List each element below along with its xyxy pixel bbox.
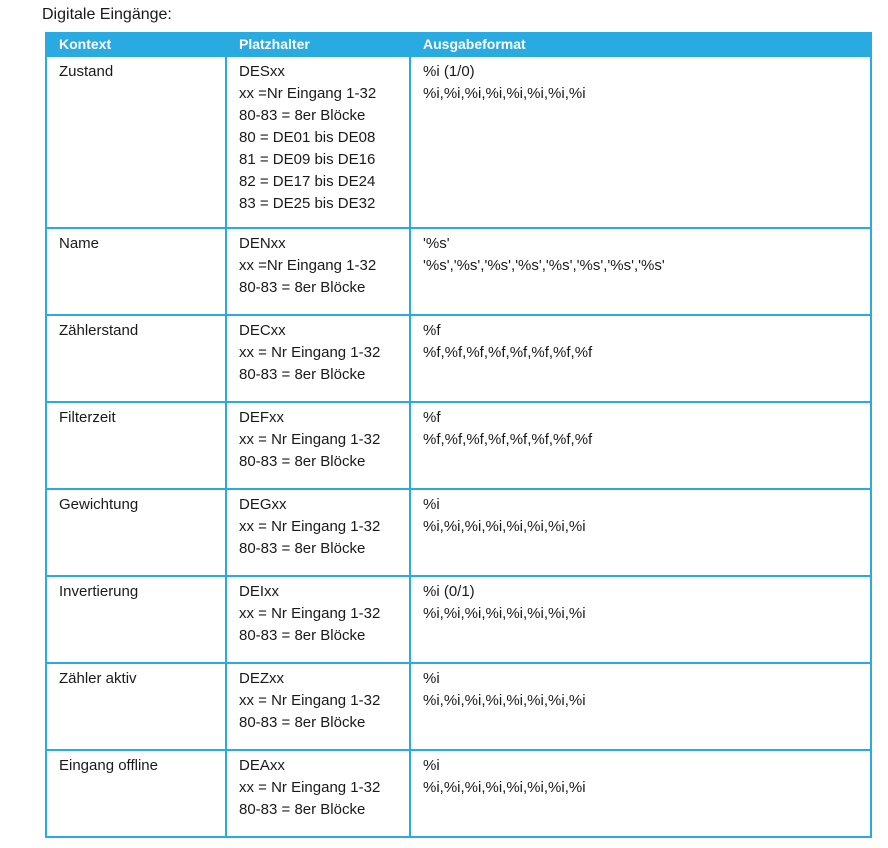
cell-line: '%s','%s','%s','%s','%s','%s','%s','%s' [423, 257, 665, 274]
cell-line: xx = Nr Eingang 1-32 [239, 518, 381, 535]
table-row [46, 489, 871, 576]
cell-line: DENxx [239, 235, 286, 252]
column-header-kontext: Kontext [46, 33, 226, 56]
table-row [46, 315, 871, 402]
cell-line: 80-83 = 8er Blöcke [239, 714, 366, 731]
cell-line: 80-83 = 8er Blöcke [239, 801, 366, 818]
column-header-platzhalter: Platzhalter [226, 33, 410, 56]
cell-ausgabeformat [410, 402, 871, 489]
cell-line: 80-83 = 8er Blöcke [239, 540, 366, 557]
cell-line: Gewichtung [59, 496, 139, 513]
cell-line: xx =Nr Eingang 1-32 [239, 257, 377, 274]
cell-line: %f [423, 409, 441, 426]
cell-line: '%s' [423, 235, 450, 252]
cell-kontext [46, 315, 226, 402]
cell-line: DEAxx [239, 757, 285, 774]
cell-line: 83 = DE25 bis DE32 [239, 195, 376, 212]
cell-line: %f,%f,%f,%f,%f,%f,%f,%f [423, 344, 593, 361]
cell-kontext [46, 228, 226, 315]
cell-line: %i,%i,%i,%i,%i,%i,%i,%i [423, 605, 586, 622]
cell-line: 80-83 = 8er Blöcke [239, 366, 366, 383]
cell-ausgabeformat [410, 56, 871, 228]
cell-ausgabeformat [410, 489, 871, 576]
cell-line: %i (0/1) [423, 583, 475, 600]
cell-platzhalter [226, 402, 410, 489]
cell-line: xx = Nr Eingang 1-32 [239, 779, 381, 796]
cell-platzhalter [226, 56, 410, 228]
cell-line: DEZxx [239, 670, 284, 687]
cell-line: 80-83 = 8er Blöcke [239, 627, 366, 644]
cell-kontext [46, 750, 226, 837]
table-row [46, 402, 871, 489]
cell-line: 80 = DE01 bis DE08 [239, 129, 376, 146]
cell-line: %f,%f,%f,%f,%f,%f,%f,%f [423, 431, 593, 448]
cell-kontext [46, 56, 226, 228]
cell-line: Invertierung [59, 583, 139, 600]
cell-line: xx = Nr Eingang 1-32 [239, 605, 381, 622]
cell-line: %i,%i,%i,%i,%i,%i,%i,%i [423, 518, 586, 535]
cell-kontext [46, 402, 226, 489]
cell-line: Zustand [59, 63, 114, 80]
cell-ausgabeformat [410, 576, 871, 663]
cell-line: 82 = DE17 bis DE24 [239, 173, 376, 190]
cell-ausgabeformat [410, 663, 871, 750]
cell-line: %i,%i,%i,%i,%i,%i,%i,%i [423, 692, 586, 709]
cell-line: %i,%i,%i,%i,%i,%i,%i,%i [423, 85, 586, 102]
cell-platzhalter [226, 228, 410, 315]
cell-platzhalter [226, 489, 410, 576]
cell-line: Filterzeit [59, 409, 116, 426]
cell-platzhalter [226, 663, 410, 750]
table-row [46, 663, 871, 750]
cell-line: Zähler aktiv [59, 670, 137, 687]
digital-inputs-table [45, 32, 872, 838]
cell-platzhalter [226, 576, 410, 663]
cell-line: 80-83 = 8er Blöcke [239, 453, 366, 470]
cell-line: %i [423, 496, 440, 513]
cell-line: %i (1/0) [423, 63, 475, 80]
cell-line: DEIxx [239, 583, 280, 600]
cell-line: %i,%i,%i,%i,%i,%i,%i,%i [423, 779, 586, 796]
cell-ausgabeformat [410, 750, 871, 837]
cell-line: xx = Nr Eingang 1-32 [239, 344, 381, 361]
table-row [46, 228, 871, 315]
cell-line: %i [423, 670, 440, 687]
cell-ausgabeformat [410, 315, 871, 402]
cell-line: 80-83 = 8er Blöcke [239, 107, 366, 124]
cell-line: Zählerstand [59, 322, 139, 339]
cell-line: DEGxx [239, 496, 287, 513]
table-row [46, 576, 871, 663]
table-row [46, 750, 871, 837]
cell-line: DESxx [239, 63, 285, 80]
cell-line: Eingang offline [59, 757, 158, 774]
cell-kontext [46, 489, 226, 576]
column-header-ausgabeformat: Ausgabeformat [410, 33, 871, 56]
cell-line: 80-83 = 8er Blöcke [239, 279, 366, 296]
cell-line: xx =Nr Eingang 1-32 [239, 85, 377, 102]
table-body [46, 56, 871, 837]
page-title: Digitale Eingänge: [42, 6, 172, 23]
cell-line: Name [59, 235, 100, 252]
cell-line: xx = Nr Eingang 1-32 [239, 692, 381, 709]
cell-line: %f [423, 322, 441, 339]
cell-line: 81 = DE09 bis DE16 [239, 151, 376, 168]
cell-platzhalter [226, 315, 410, 402]
cell-kontext [46, 663, 226, 750]
table-row [46, 56, 871, 228]
cell-line: DEFxx [239, 409, 284, 426]
cell-ausgabeformat [410, 228, 871, 315]
cell-line: DECxx [239, 322, 286, 339]
table-header-row [46, 33, 871, 56]
cell-kontext [46, 576, 226, 663]
cell-line: xx = Nr Eingang 1-32 [239, 431, 381, 448]
cell-platzhalter [226, 750, 410, 837]
cell-line: %i [423, 757, 440, 774]
